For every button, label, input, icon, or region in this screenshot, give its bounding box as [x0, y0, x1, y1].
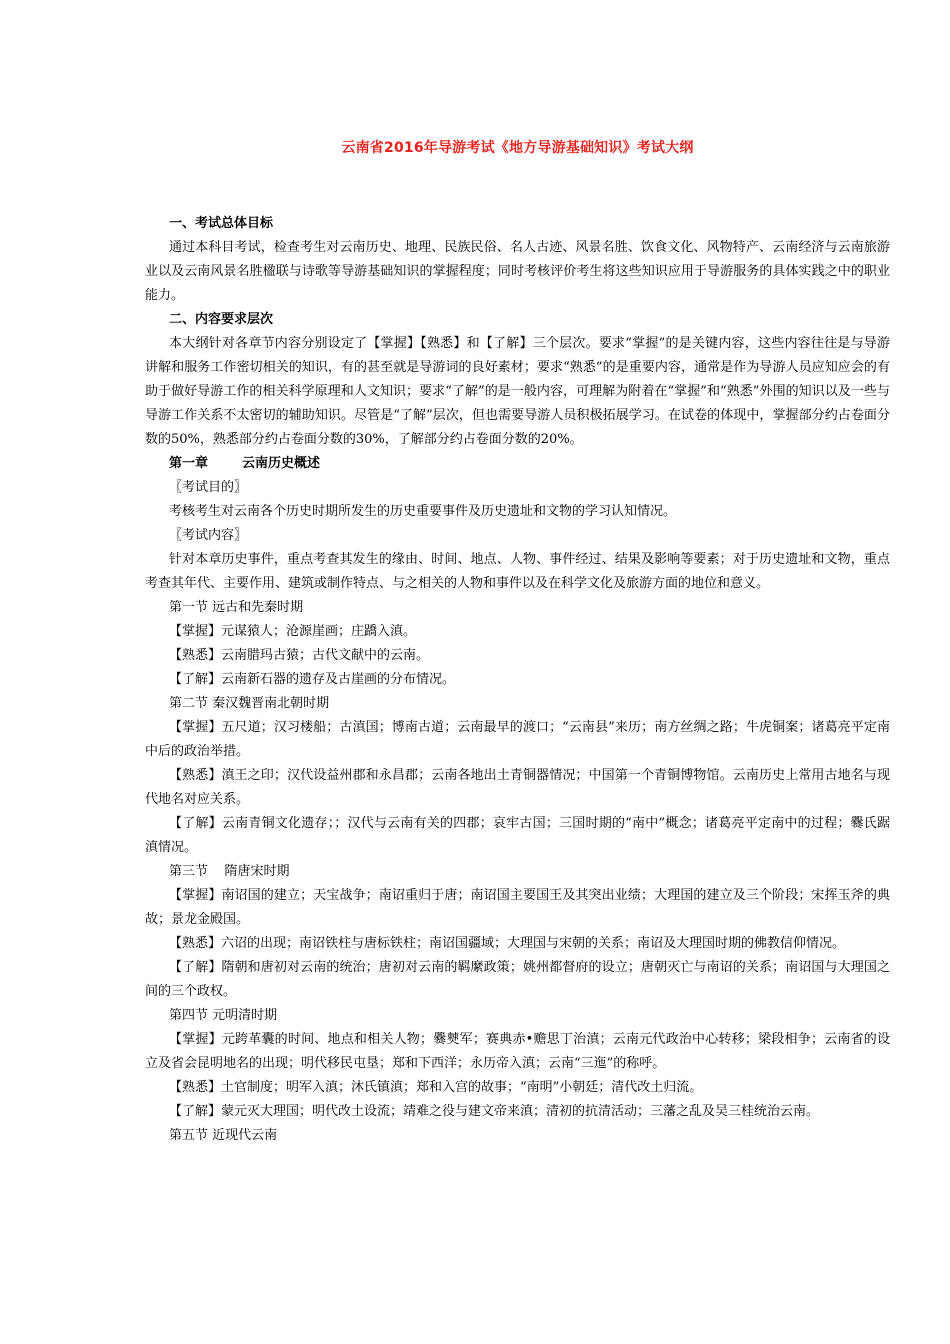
section-item: 【了解】云南青铜文化遗存；；汉代与云南有关的四郡；哀牢古国；三国时期的“南中”概念；诸葛亮平定南中的过程；爨氏踞滇情况。 — [145, 816, 890, 855]
section-item: 【掌握】元跨革囊的时间、地点和相关人物；爨僰军；赛典赤•赡思丁治滇；云南元代政治中心转移；梁段相争；云南省的设立及省会昆明地名的出现；明代移民屯垦；郑和下西洋；永历帝入滇；云南“三迤”的称呼。 — [145, 1032, 890, 1071]
section-item: 【了解】隋朝和唐初对云南的统治；唐初对云南的羁縻政策；姚州都督府的设立；唐朝灭亡与南诏的关系；南诏国与大理国之间的三个政权。 — [145, 960, 890, 999]
section-item: 【掌握】元谋猿人；沧源崖画；庄蹻入滇。 — [169, 624, 417, 639]
section-heading-1: 一、考试总体目标 — [169, 216, 274, 231]
section-title: 第五节 近现代云南 — [169, 1128, 278, 1143]
section-2-paragraph: 本大纲针对各章节内容分别设定了【掌握】【熟悉】和【了解】三个层次。要求“掌握”的是关键内容，这些内容往往是与导游讲解和服务工作密切相关的知识，有的甚至就是导游词的良好素材；要求“熟悉”的是重要内容，通常是作为导游人员应知应会的有助于做好导游工作的相关科学原理和人文知识；要求“了解”的是一般内容，可理解为附着在“掌握”和“熟悉”外围的知识以及一些与导游工作关系不太密切的辅助知识。尽管是“了解”层次，但也需要导游人员积极拓展学习。在试卷的体现中，掌握部分约占卷面分数的50%，熟悉部分约占卷面分数的30%，了解部分约占卷面分数的20%。 — [145, 336, 890, 447]
section-heading-2: 二、内容要求层次 — [169, 312, 274, 327]
purpose-text: 考核考生对云南各个历史时期所发生的历史重要事件及历史遗址和文物的学习认知情况。 — [169, 504, 677, 519]
section-item: 【了解】蒙元灭大理国；明代改土设流；靖难之役与建文帝来滇；清初的抗清活动；三藩之乱及吴三桂统治云南。 — [169, 1104, 820, 1119]
section-title: 第一节 远古和先秦时期 — [169, 600, 304, 615]
chapter-label: 第一章 — [169, 456, 209, 471]
section-item: 【了解】云南新石器的遗存及古崖画的分布情况。 — [169, 672, 456, 687]
chapter-name: 云南历史概述 — [242, 456, 321, 471]
chapter-heading — [145, 452, 890, 476]
section-1-paragraph: 通过本科目考试，检查考生对云南历史、地理、民族民俗、名人古迹、风景名胜、饮食文化、风物特产、云南经济与云南旅游业以及云南风景名胜楹联与诗歌等导游基础知识的掌握程度；同时考核评价考生将这些知识应用于导游服务的具体实践之中的职业能力。 — [145, 240, 890, 303]
section-title: 第二节 秦汉魏晋南北朝时期 — [169, 696, 330, 711]
section-item: 【掌握】南诏国的建立；天宝战争；南诏重归于唐；南诏国主要国王及其突出业绩；大理国的建立及三个阶段；宋挥玉斧的典故；景龙金殿国。 — [145, 888, 890, 927]
section-item: 【熟悉】六诏的出现；南诏铁柱与唐标铁柱；南诏国疆域；大理国与宋朝的关系；南诏及大理国时期的佛教信仰情况。 — [169, 936, 846, 951]
document-body — [145, 138, 890, 1148]
content-text: 针对本章历史事件，重点考查其发生的缘由、时间、地点、人物、事件经过、结果及影响等要素；对于历史遗址和文物，重点考查其年代、主要作用、建筑或制作特点、与之相关的人物和事件以及在科学文化及旅游方面的地位和意义。 — [145, 552, 890, 591]
section-item: 【熟悉】云南腊玛古猿；古代文献中的云南。 — [169, 648, 430, 663]
purpose-label: 〖考试目的〗 — [169, 480, 248, 495]
section-item: 【掌握】五尺道；汉习楼船；古滇国；博南古道；云南最早的渡口；“云南县”来历；南方丝绸之路；牛虎铜案；诸葛亮平定南中后的政治举措。 — [145, 720, 890, 759]
page-title: 云南省2016年导游考试《地方导游基础知识》考试大纲 — [341, 140, 694, 156]
section-title: 第三节 隋唐宋时期 — [169, 864, 290, 879]
section-title: 第四节 元明清时期 — [169, 1008, 278, 1023]
section-item: 【熟悉】土官制度；明军入滇；沐氏镇滇；郑和入宫的故事；“南明”小朝廷；清代改土归流。 — [169, 1080, 703, 1095]
section-item: 【熟悉】滇王之印；汉代设益州郡和永昌郡；云南各地出土青铜器情况；中国第一个青铜博物馆。云南历史上常用古地名与现代地名对应关系。 — [145, 768, 890, 807]
content-label: 〖考试内容〗 — [169, 528, 248, 543]
